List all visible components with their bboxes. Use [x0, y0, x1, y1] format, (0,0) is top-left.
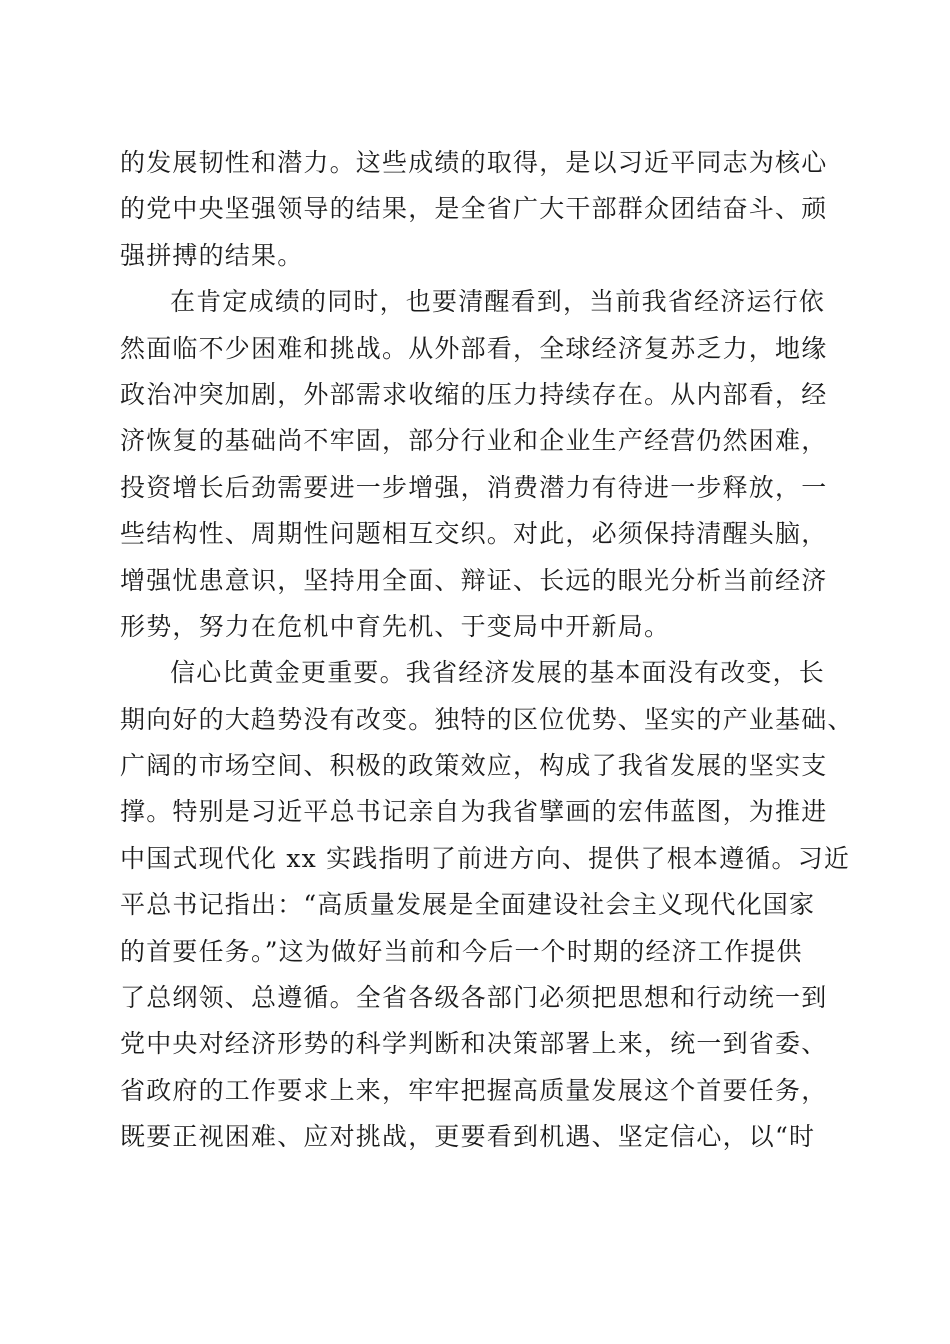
paragraph-3-line: 省政府的工作要求上来，牢牢把握高质量发展这个首要任务，: [120, 1075, 828, 1105]
paragraph-3-line: 党中央对经济形势的科学判断和决策部署上来，统一到省委、: [120, 1029, 828, 1059]
paragraph-3-line: 了总纲领、总遵循。全省各级各部门必须把思想和行动统一到: [120, 983, 828, 1013]
paragraph-3-line: 中国式现代化 xx 实践指明了前进方向、提供了根本遵循。习近: [120, 843, 851, 873]
body-text: [120, 140, 854, 1161]
paragraph-2-line: 政治冲突加剧，外部需求收缩的压力持续存在。从内部看，经: [120, 379, 828, 409]
paragraph-3-line: 既要正视困难、应对挑战，更要看到机遇、坚定信心，以“时: [120, 1122, 816, 1152]
paragraph-1-line: 的发展韧性和潜力。这些成绩的取得，是以习近平同志为核心: [120, 148, 828, 177]
paragraph-2-line: 然面临不少困难和挑战。从外部看，全球经济复苏乏力，地缘: [120, 333, 828, 363]
paragraph-1-line: 强拼搏的结果。: [120, 240, 304, 270]
paragraph-1-line: 的党中央坚强领导的结果，是全省广大干部群众团结奋斗、顽: [120, 194, 828, 224]
paragraph-2-line: 增强忧患意识，坚持用全面、辩证、长远的眼光分析当前经济: [120, 565, 828, 595]
paragraph-2-line: 在肯定成绩的同时，也要清醒看到，当前我省经济运行依: [170, 287, 826, 317]
paragraph-2-line: 济恢复的基础尚不牢固，部分行业和企业生产经营仍然困难，: [120, 426, 828, 456]
paragraph-3-line: 信心比黄金更重要。我省经济发展的基本面没有改变，长: [170, 658, 826, 688]
paragraph-2-line: 投资增长后劲需要进一步增强，消费潜力有待进一步释放，一: [120, 472, 828, 502]
paragraph-3-line: 广阔的市场空间、积极的政策效应，构成了我省发展的坚实支: [120, 751, 828, 781]
paragraph-3-line: 的首要任务。”这为做好当前和今后一个时期的经济工作提供: [120, 936, 803, 966]
paragraph-2-line: 些结构性、周期性问题相互交织。对此，必须保持清醒头脑，: [120, 519, 828, 549]
paragraph-2-line: 形势，努力在危机中育先机、于变局中开新局。: [120, 611, 671, 641]
paragraph-3-line: 撑。特别是习近平总书记亲自为我省擘画的宏伟蓝图，为推进: [120, 797, 828, 827]
paragraph-3-line: 期向好的大趋势没有改变。独特的区位优势、坚实的产业基础、: [120, 704, 854, 734]
paragraph-3-line: 平总书记指出：“高质量发展是全面建设社会主义现代化国家: [120, 890, 816, 920]
